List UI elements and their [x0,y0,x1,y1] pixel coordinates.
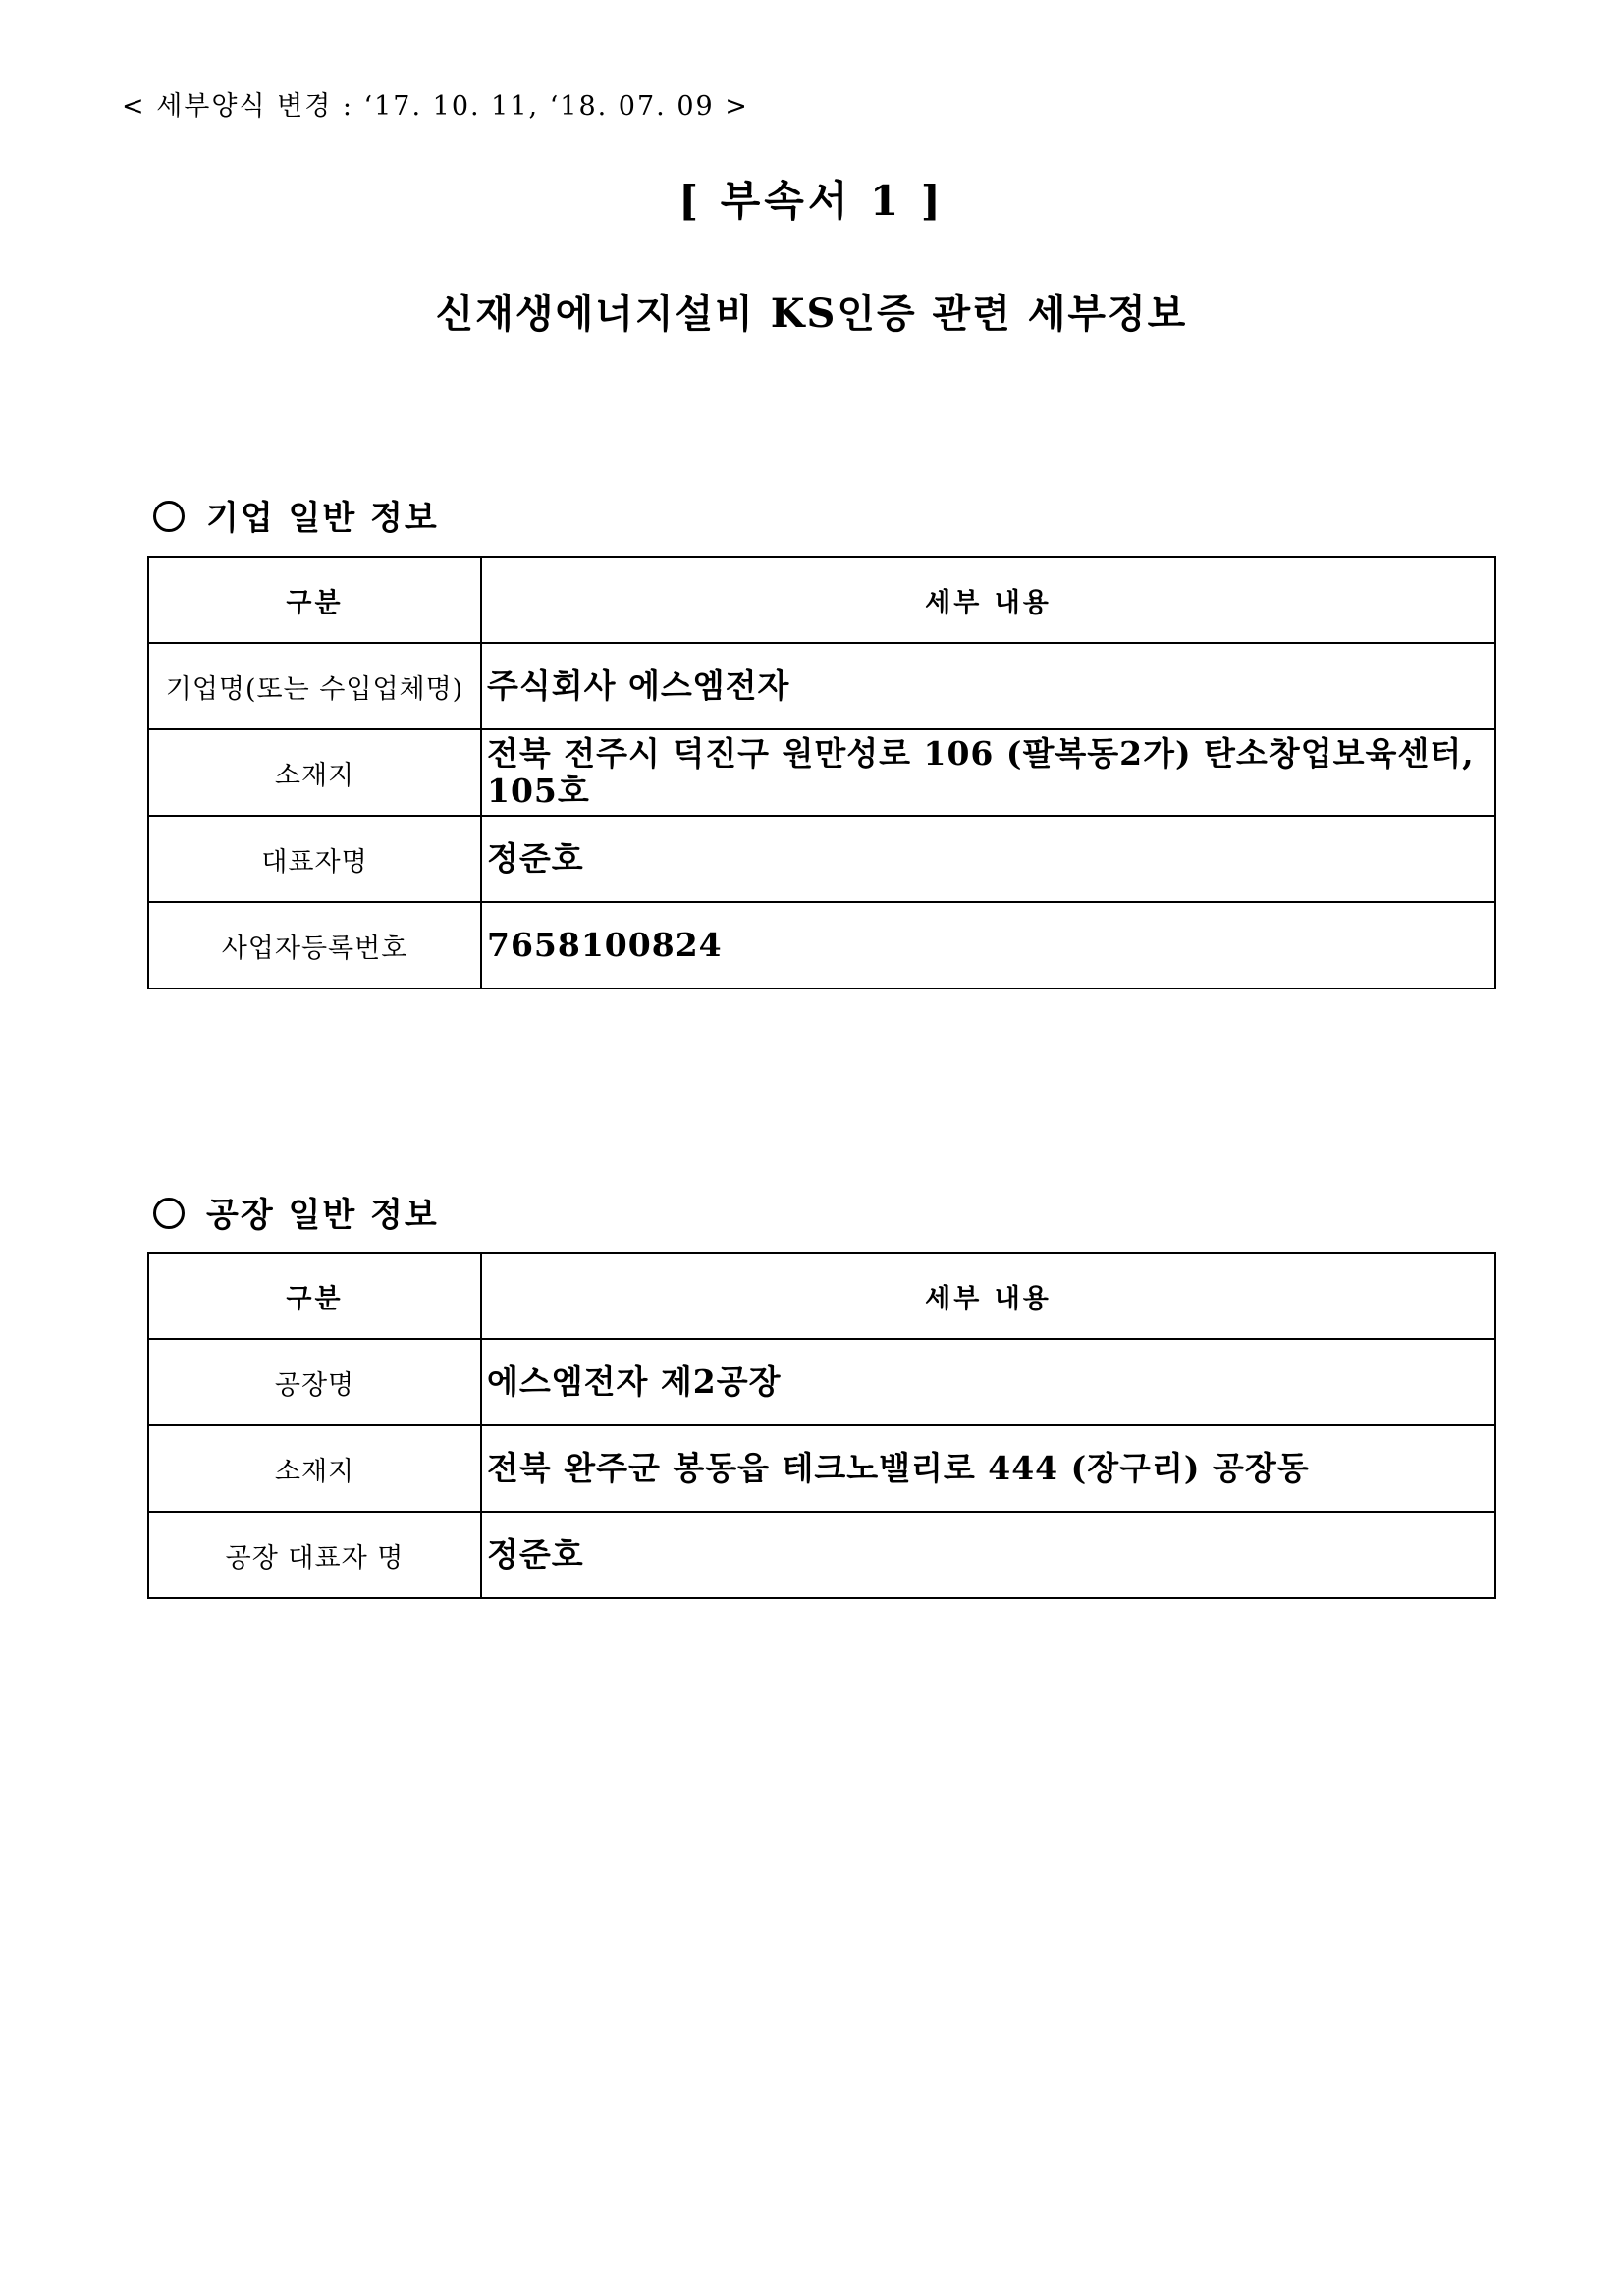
table-row [148,1339,1495,1425]
circle-bullet-icon [153,501,185,532]
row-label: 공장명 [148,1339,481,1425]
row-label: 기업명(또는 수입업체명) [148,643,481,729]
company-info-heading [153,491,439,539]
table-row [148,729,1495,816]
row-label: 공장 대표자 명 [148,1512,481,1598]
row-value: 정준호 [481,1512,1495,1598]
row-label: 대표자명 [148,816,481,902]
header-category: 구분 [148,1253,481,1339]
row-label: 소재지 [148,1425,481,1512]
table-row [148,1425,1495,1512]
table-row [148,902,1495,988]
header-details: 세부 내용 [481,1253,1495,1339]
header-details: 세부 내용 [481,557,1495,643]
form-revision-note: < 세부양식 변경 : ‘17. 10. 11, ‘18. 07. 09 > [122,91,749,122]
table-row [148,643,1495,729]
header-category: 구분 [148,557,481,643]
company-info-table [147,556,1496,989]
factory-info-heading-text: 공장 일반 정보 [206,1196,439,1235]
table-header-row [148,1253,1495,1339]
row-label: 소재지 [148,729,481,816]
row-value: 7658100824 [481,902,1495,988]
factory-info-table [147,1252,1496,1599]
table-row [148,816,1495,902]
row-value: 주식회사 에스엠전자 [481,643,1495,729]
row-value: 에스엠전자 제2공장 [481,1339,1495,1425]
row-label: 사업자등록번호 [148,902,481,988]
table-row [148,1512,1495,1598]
appendix-title: [ 부속서 1 ] [678,177,945,225]
row-value: 정준호 [481,816,1495,902]
document-title: 신재생에너지설비 KS인증 관련 세부정보 [435,291,1188,337]
circle-bullet-icon [153,1198,185,1229]
row-value: 전북 전주시 덕진구 원만성로 106 (팔복동2가) 탄소창업보육센터, 105호 [481,729,1495,816]
row-value: 전북 완주군 봉동읍 테크노밸리로 444 (장구리) 공장동 [481,1425,1495,1512]
company-info-heading-text: 기업 일반 정보 [206,499,439,538]
factory-info-heading [153,1188,439,1236]
table-header-row [148,557,1495,643]
